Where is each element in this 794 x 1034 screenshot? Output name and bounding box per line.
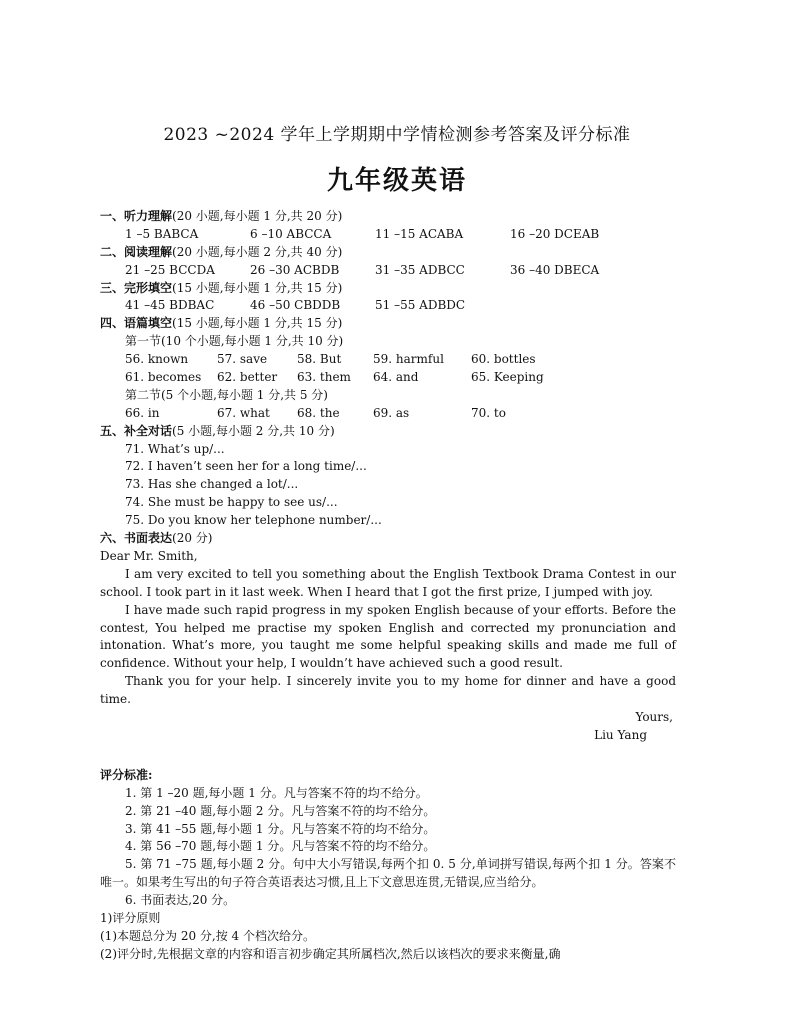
criteria-item: 6. 书面表达,20 分。 <box>125 893 236 908</box>
criteria-heading: 评分标准: <box>100 767 153 782</box>
criteria-item: 3. 第 41 –55 题,每小题 1 分。凡与答案不符的均不给分。 <box>125 821 436 836</box>
word-answer: 64. and <box>373 370 419 385</box>
word-answer: 63. them <box>297 370 351 385</box>
letter-paragraph: I am very excited to tell you something about the English Textbook Drama Contest in our school. I took part in it last week. When I heard that I got the first prize, I jumped with joy. <box>100 566 676 599</box>
answer-group: 11 –15 ACABA <box>375 226 464 241</box>
criteria-item: 1. 第 1 –20 题,每小题 1 分。凡与答案不符的均不给分。 <box>125 785 428 800</box>
section-reading-heading <box>100 244 676 262</box>
document-subtitle: 九年级英语 <box>326 166 467 196</box>
answer-row-listening <box>100 226 676 244</box>
answer-group: 26 –30 ACBDB <box>250 262 340 277</box>
section-cloze-heading <box>100 280 676 298</box>
section-passage-fill-heading <box>100 315 676 333</box>
answer-group: 41 –45 BDBAC <box>125 298 215 313</box>
answer-group: 21 –25 BCCDA <box>125 262 215 277</box>
word-answer: 59. harmful <box>373 352 444 367</box>
spacer <box>100 745 676 767</box>
section-dialogue-title: 五、补全对话 <box>100 423 173 438</box>
word-answer: 70. to <box>471 405 506 420</box>
criteria-item: 2. 第 21 –40 题,每小题 2 分。凡与答案不符的均不给分。 <box>125 803 436 818</box>
dialogue-answer: 75. Do you know her telephone number/... <box>125 513 382 528</box>
dialogue-answer: 74. She must be happy to see us/... <box>125 495 338 510</box>
section-listening-scoring: (20 小题,每小题 1 分,共 20 分) <box>172 209 343 223</box>
section-writing-scoring: (20 分) <box>172 531 213 546</box>
section-reading-title: 二、阅读理解 <box>100 244 173 259</box>
word-answer: 57. save <box>217 352 268 367</box>
word-answer: 69. as <box>373 405 410 420</box>
section-passage-fill-scoring: (15 小题,每小题 1 分,共 15 分) <box>172 316 343 331</box>
criteria-subitem: (1)本题总分为 20 分,按 4 个档次给分。 <box>100 928 315 943</box>
word-answer: 56. known <box>125 352 189 367</box>
letter-paragraph: Thank you for your help. I sincerely invite you to my home for dinner and have a good time. <box>100 674 676 707</box>
part-one-heading: 第一节(10 个小题,每小题 1 分,共 10 分) <box>125 334 344 349</box>
dialogue-answer: 71. What’s up/... <box>125 441 225 456</box>
answer-group: 51 –55 ADBDC <box>375 298 466 313</box>
answer-group: 6 –10 ABCCA <box>250 226 332 241</box>
document-title: 2023 ~2024 学年上学期期中学情检测参考答案及评分标准 <box>163 125 631 145</box>
section-listening-heading <box>100 208 676 226</box>
answer-row-cloze <box>100 297 676 315</box>
word-answer: 58. But <box>297 352 342 367</box>
answer-row-66-70 <box>100 405 676 423</box>
answer-row-61-65 <box>100 369 676 387</box>
answer-group: 46 –50 CBDDB <box>250 298 341 313</box>
section-passage-fill-title: 四、语篇填空 <box>100 316 173 331</box>
letter-greeting: Dear Mr. Smith, <box>100 548 198 563</box>
criteria-subitem: (2)评分时,先根据文章的内容和语言初步确定其所属档次,然后以该档次的要求来衡量,确 <box>100 946 561 961</box>
letter-signature: Liu Yang <box>594 727 647 742</box>
word-answer: 68. the <box>297 405 340 420</box>
letter-closing: Yours, <box>635 710 673 725</box>
word-answer: 66. in <box>125 405 160 420</box>
answer-row-reading <box>100 262 676 280</box>
word-answer: 67. what <box>217 405 270 420</box>
criteria-item: 5. 第 71 –75 题,每小题 2 分。句中大小写错误,每两个扣 0. 5 分,单词拼写错误,每两个扣 1 分。答案不唯一。如果考生写出的句子符合英语表达习惯,且上下文意思连贯,无错误,应当给分。 <box>100 857 676 890</box>
section-cloze-scoring: (15 小题,每小题 1 分,共 15 分) <box>172 280 343 295</box>
answer-group: 1 –5 BABCA <box>125 226 199 241</box>
word-answer: 65. Keeping <box>471 370 544 385</box>
answer-group: 36 –40 DBECA <box>510 262 600 277</box>
answer-group: 31 –35 ADBCC <box>375 262 465 277</box>
document-body <box>100 208 676 964</box>
answer-group: 16 –20 DCEAB <box>510 226 600 241</box>
criteria-subitem: 1)评分原则 <box>100 911 161 925</box>
section-dialogue-heading <box>100 423 676 441</box>
section-listening-title: 一、听力理解 <box>100 209 173 223</box>
section-reading-scoring: (20 小题,每小题 2 分,共 40 分) <box>172 244 343 259</box>
letter-paragraph: I have made such rapid progress in my spoken English because of your efforts. Before the contest, You helped me practise my spoken English and corrected my pronunciation and intonation. What’s more, you taught me some helpful speaking skills and made me full of confidence. Without your help, I wouldn’t have achieved such a good result. <box>100 602 676 671</box>
section-writing-heading <box>100 530 676 548</box>
word-answer: 62. better <box>217 370 278 385</box>
section-dialogue-scoring: (5 小题,每小题 2 分,共 10 分) <box>172 423 335 438</box>
dialogue-answer: 72. I haven’t seen her for a long time/... <box>125 459 367 474</box>
word-answer: 60. bottles <box>471 352 536 367</box>
answer-row-56-60 <box>100 351 676 369</box>
word-answer: 61. becomes <box>125 370 202 385</box>
dialogue-answer: 73. Has she changed a lot/... <box>125 477 299 492</box>
criteria-item: 4. 第 56 –70 题,每小题 1 分。凡与答案不符的均不给分。 <box>125 839 436 854</box>
part-two-heading: 第二节(5 个小题,每小题 1 分,共 5 分) <box>125 387 328 402</box>
section-writing-title: 六、书面表达 <box>100 531 173 546</box>
section-cloze-title: 三、完形填空 <box>100 280 173 295</box>
